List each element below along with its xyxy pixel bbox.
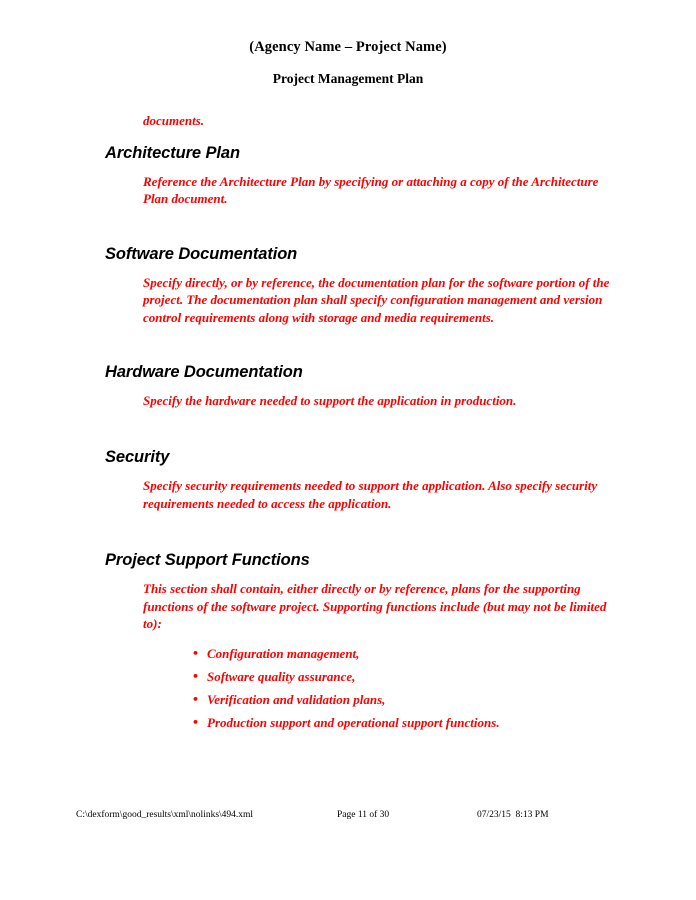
document-body bbox=[0, 112, 696, 737]
bullet-icon: • bbox=[192, 647, 200, 661]
list-item-label: Verification and validation plans, bbox=[207, 692, 386, 708]
footer-page-number: Page 11 of 30 bbox=[337, 810, 390, 820]
section-heading-project-support-functions: Project Support Functions bbox=[105, 551, 310, 570]
bullet-icon: • bbox=[192, 716, 200, 730]
section-project-support-functions bbox=[0, 550, 696, 737]
section-heading-architecture-plan: Architecture Plan bbox=[105, 144, 240, 162]
section-text-software-documentation: Specify directly, or by reference, the documentation plan for the software portion of the project. The documentation plan shall specify configuration management and version control requirements along with storage and media requirements. bbox=[143, 274, 610, 325]
section-architecture-plan bbox=[0, 143, 696, 208]
bullet-icon: • bbox=[192, 693, 200, 707]
section-heading-security: Security bbox=[105, 448, 170, 467]
section-text-security: Specify security requirements needed to support the application. Also specify security requirements needed to access the application. bbox=[143, 478, 598, 511]
section-text-project-support-functions: This section shall contain, either directly or by reference, plans for the supporting functions of the software project. Supporting functions include (but may not be limited to): bbox=[143, 581, 607, 632]
document-running-footer bbox=[0, 810, 696, 828]
list-item-label: Software quality assurance, bbox=[207, 669, 356, 685]
continuation-text: documents. bbox=[143, 113, 205, 128]
section-text-architecture-plan: Reference the Architecture Plan by specifying or attaching a copy of the Architecture Plan document. bbox=[143, 174, 599, 207]
section-text-hardware-documentation: Specify the hardware needed to support the application in production. bbox=[143, 393, 517, 409]
section-software-documentation bbox=[0, 244, 696, 326]
section-hardware-documentation bbox=[0, 362, 696, 409]
list-item bbox=[192, 668, 627, 691]
list-item bbox=[192, 645, 627, 668]
section-security bbox=[0, 447, 696, 512]
section-heading-hardware-documentation: Hardware Documentation bbox=[105, 363, 303, 382]
list-item-label: Configuration management, bbox=[207, 646, 360, 662]
header-agency-project-line: (Agency Name – Project Name) bbox=[249, 39, 447, 55]
list-item bbox=[192, 691, 627, 714]
header-document-title: Project Management Plan bbox=[272, 71, 424, 86]
list-item bbox=[192, 714, 627, 737]
footer-timestamp: 07/23/15 8:13 PM bbox=[477, 810, 549, 820]
bullet-icon: • bbox=[192, 670, 200, 684]
section-heading-software-documentation: Software Documentation bbox=[105, 244, 298, 263]
footer-file-path: C:\dexform\good_results\xml\nolinks\494.xml bbox=[76, 810, 254, 820]
list-item-label: Production support and operational support functions. bbox=[207, 715, 500, 731]
support-functions-list bbox=[0, 645, 696, 737]
document-running-header bbox=[0, 38, 696, 88]
